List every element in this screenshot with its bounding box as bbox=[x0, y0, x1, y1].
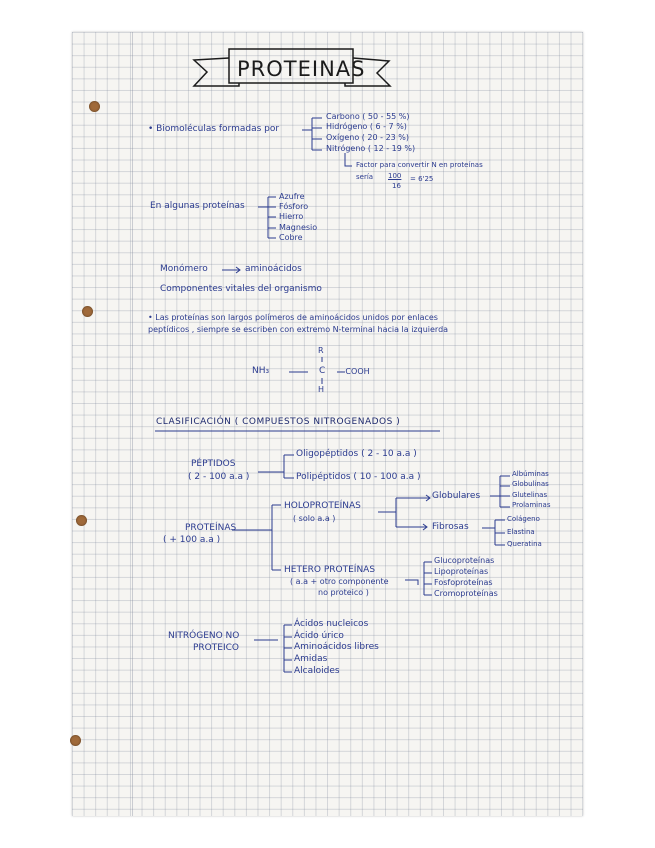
heteroproteinas-sub-2: no proteico ) bbox=[318, 588, 369, 597]
globular-prolaminas: Prolaminas bbox=[512, 501, 551, 509]
fibrosa-elastina: Elastina bbox=[507, 528, 535, 536]
element-hidrogeno: Hidrógeno ( 6 - 7 %) bbox=[326, 122, 407, 131]
polymers-line-2: peptídicos , siempre se escriben con extremo N-terminal hacia la izquierda bbox=[148, 325, 449, 334]
factor-line: Factor para convertir N en proteínas bbox=[356, 161, 483, 169]
factor-denominator: 16 bbox=[392, 182, 401, 190]
holoproteinas-sub: ( solo a.a ) bbox=[293, 514, 336, 523]
proteinas-range: ( + 100 a.a ) bbox=[163, 535, 221, 545]
nitrogeno-aminoacidos-libres: Aminoácidos libres bbox=[294, 642, 379, 652]
mineral-magnesio: Magnesio bbox=[279, 223, 318, 232]
mineral-azufre: Azufre bbox=[279, 192, 305, 201]
structure-nh3: NH₃ bbox=[252, 366, 270, 376]
fibrosa-colageno: Colágeno bbox=[507, 515, 540, 523]
nitrogeno-acidos-nucleicos: Ácidos nucleicos bbox=[294, 619, 369, 629]
nitrogeno-amidas: Amidas bbox=[294, 654, 328, 664]
fibrosa-queratina: Queratina bbox=[507, 540, 542, 548]
factor-seria: sería bbox=[356, 173, 374, 181]
peptidos-range: ( 2 - 100 a.a ) bbox=[188, 472, 250, 482]
structure-cooh: - COOH bbox=[340, 367, 370, 376]
intro-lead: • Biomoléculas formadas por bbox=[148, 124, 280, 134]
mineral-fosforo: Fósforo bbox=[279, 202, 309, 211]
globular-globulinas: Globulinas bbox=[512, 480, 549, 488]
page-title: PROTEINAS bbox=[237, 57, 366, 81]
nitrogeno-acido-urico: Ácido úrico bbox=[294, 631, 344, 641]
classification-title: CLASIFICACIÓN ( COMPUESTOS NITROGENADOS ) bbox=[156, 417, 401, 427]
fibrosas-label: Fibrosas bbox=[432, 522, 469, 532]
mineral-cobre: Cobre bbox=[279, 233, 303, 242]
globulares-label: Globulares bbox=[432, 491, 481, 501]
hetero-glucoproteinas: Glucoproteínas bbox=[434, 556, 495, 565]
element-carbono: Carbono ( 50 - 55 %) bbox=[326, 112, 410, 121]
mineral-hierro: Hierro bbox=[279, 212, 304, 221]
polipeptidos: Polipéptidos ( 10 - 100 a.a ) bbox=[296, 472, 421, 482]
oligopeptidos: Oligopéptidos ( 2 - 10 a.a ) bbox=[296, 449, 417, 459]
element-oxigeno: Oxígeno ( 20 - 23 %) bbox=[326, 133, 410, 142]
element-nitrogeno: Nitrógeno ( 12 - 19 %) bbox=[326, 144, 416, 153]
structure-c: C bbox=[319, 366, 326, 376]
hetero-fosfoproteinas: Fosfoproteínas bbox=[434, 578, 493, 587]
nitrogeno-alcaloides: Alcaloides bbox=[294, 666, 340, 676]
monomer-label: Monómero bbox=[160, 264, 208, 274]
peptidos-label: PÉPTIDOS bbox=[191, 459, 236, 469]
factor-result: = 6'25 bbox=[410, 175, 434, 183]
polymers-line-1: • Las proteínas son largos polímeros de aminoácidos unidos por enlaces bbox=[148, 313, 438, 322]
globular-albuminas: Albúminas bbox=[512, 470, 549, 478]
some-proteins-lead: En algunas proteínas bbox=[150, 201, 245, 211]
nitrogeno-label-2: PROTEICO bbox=[193, 643, 239, 653]
proteinas-label: PROTEÍNAS bbox=[185, 523, 237, 533]
nitrogeno-label-1: NITRÓGENO NO bbox=[168, 631, 240, 641]
holoproteinas-label: HOLOPROTEÍNAS bbox=[284, 501, 361, 511]
components-text: Componentes vitales del organismo bbox=[160, 284, 322, 294]
factor-numerator: 100 bbox=[388, 172, 402, 180]
monomer-value: aminoácidos bbox=[245, 264, 302, 274]
hetero-lipoproteinas: Lipoproteínas bbox=[434, 567, 489, 576]
hetero-cromoproteinas: Cromoproteínas bbox=[434, 589, 498, 598]
structure-r: R bbox=[318, 346, 324, 355]
globular-glutelinas: Glutelinas bbox=[512, 491, 548, 499]
structure-h: H bbox=[318, 385, 325, 394]
heteroproteinas-sub-1: ( a.a + otro componente bbox=[290, 577, 389, 586]
heteroproteinas-label: HETERO PROTEÍNAS bbox=[284, 565, 376, 575]
